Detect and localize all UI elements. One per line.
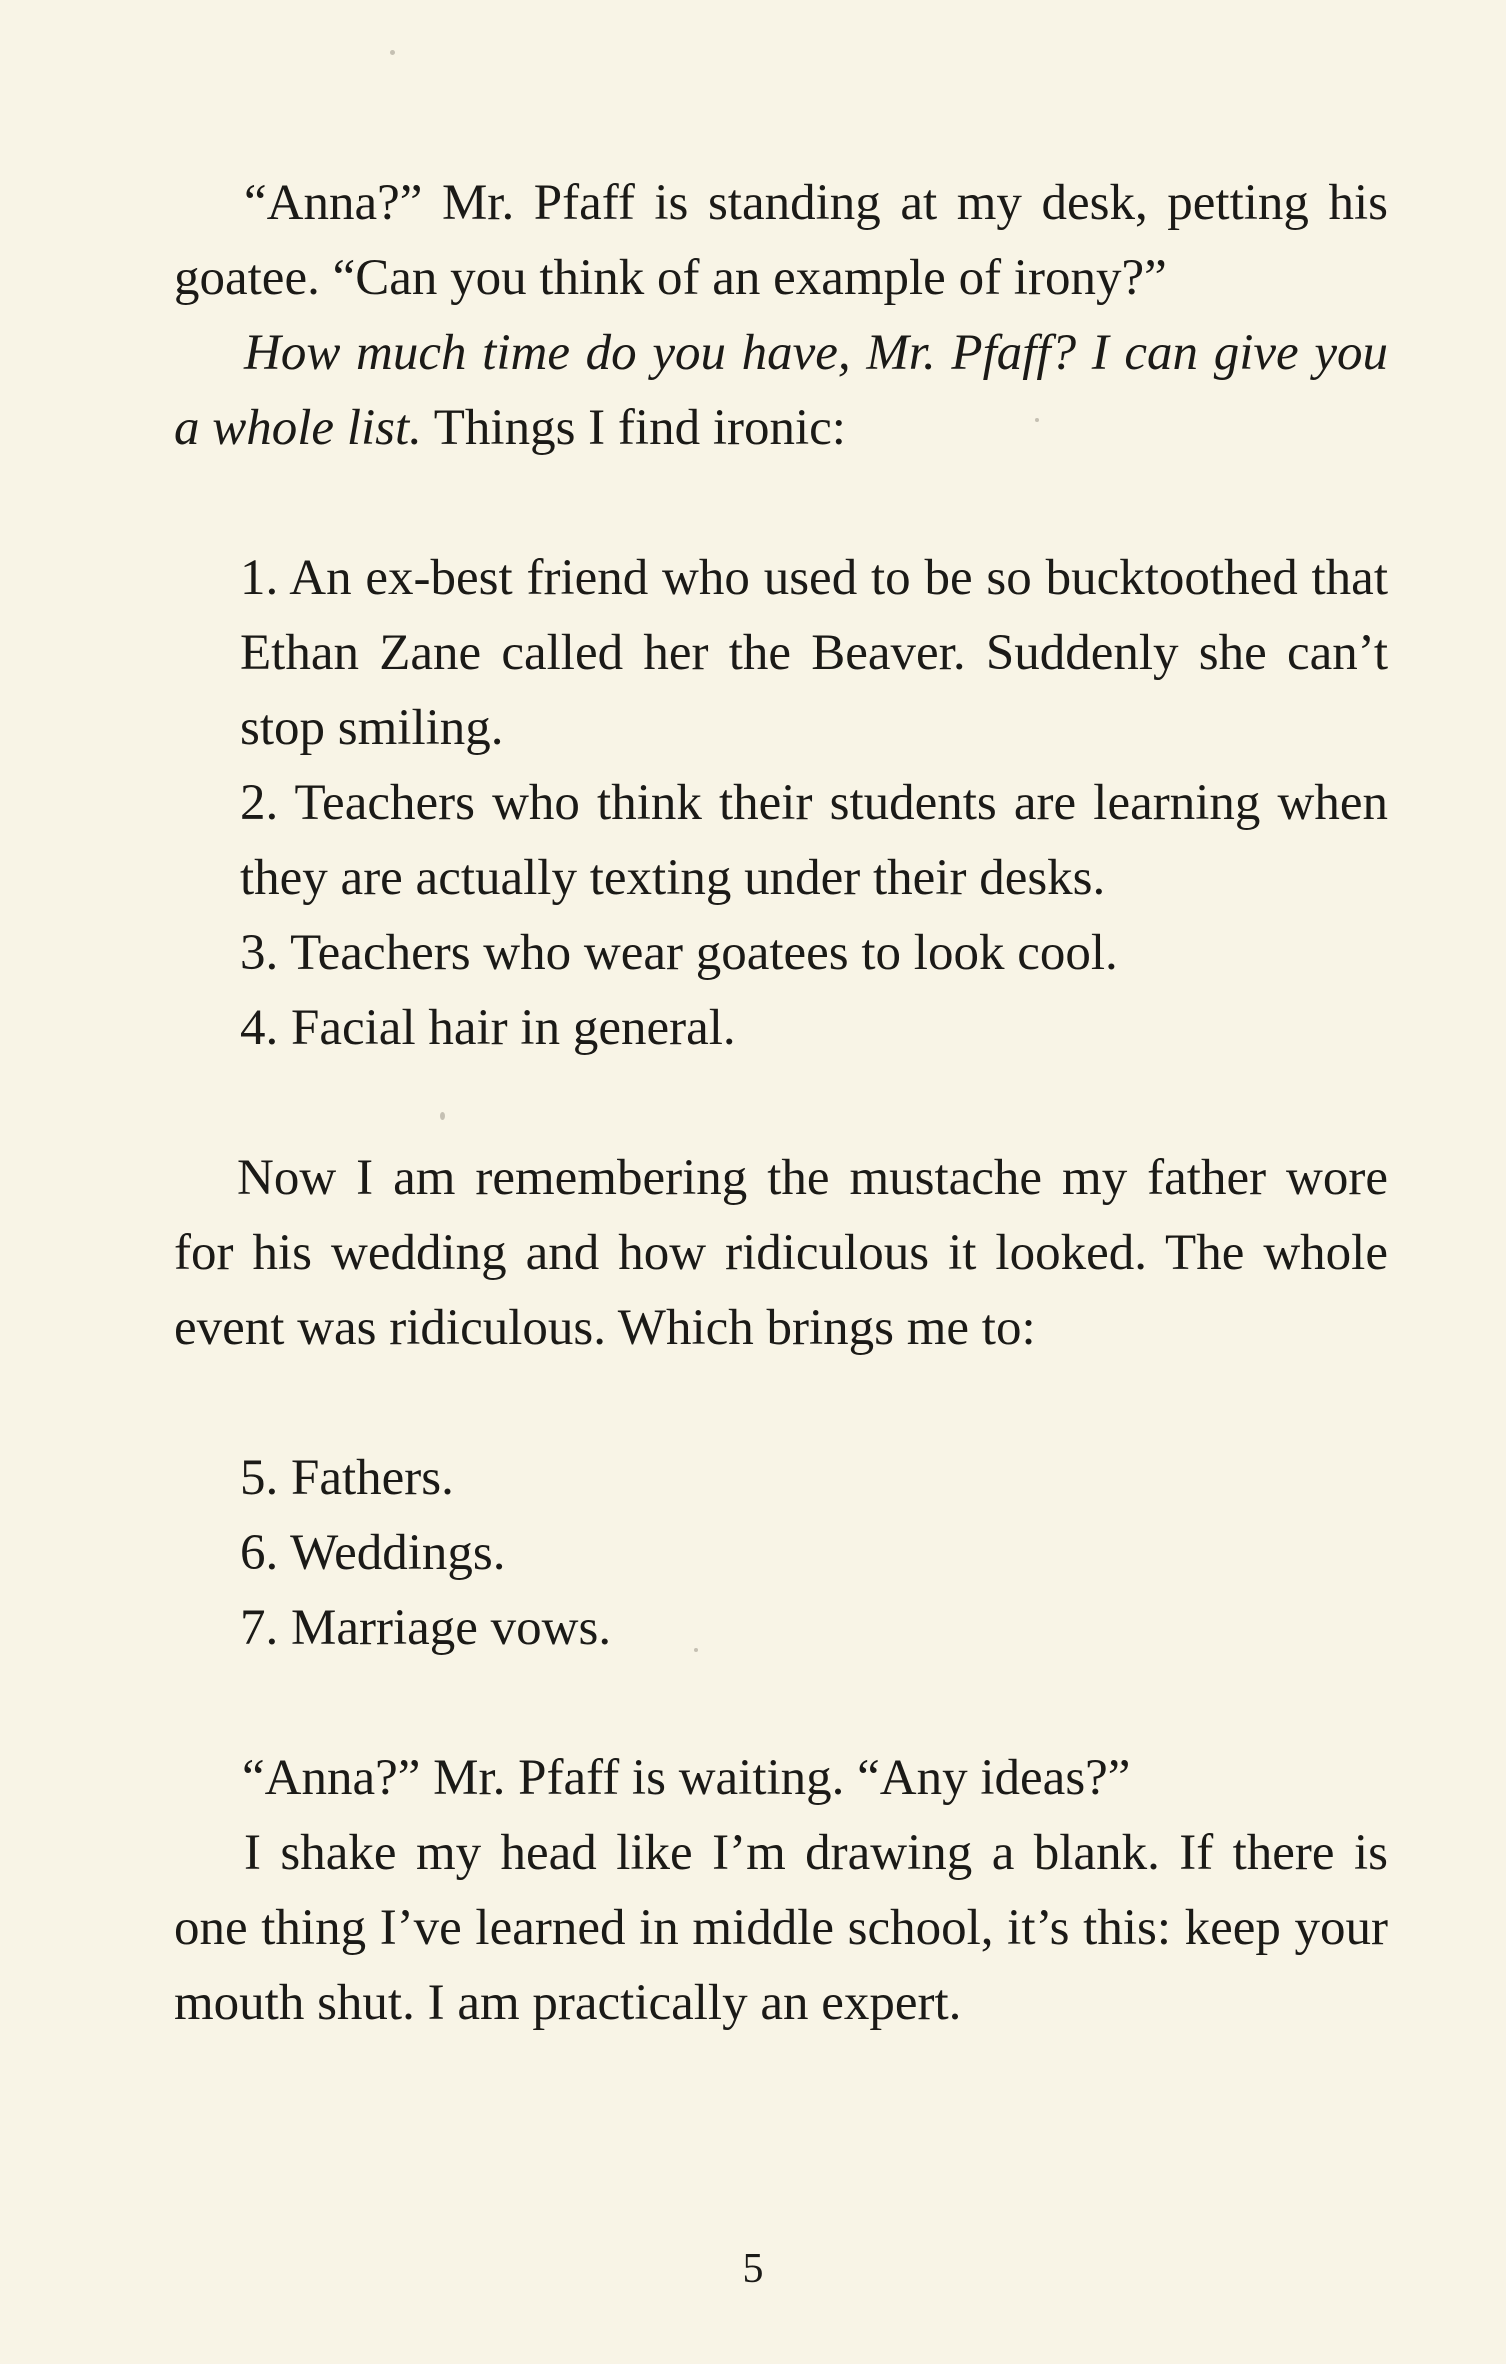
roman-text: Things I find ironic:	[421, 400, 846, 456]
section-gap	[174, 466, 1388, 541]
list-item: 6. Weddings.	[240, 1525, 506, 1581]
section-gap	[174, 1666, 1388, 1741]
section-gap	[174, 1066, 1388, 1141]
list-item: 1. An ex-best friend who used to be so bucktoothed that Ethan Zane called her the Beaver. Suddenly she can’t stop smiling.	[240, 550, 1388, 756]
italic-thought: How much time do you have, Mr. Pfaff? I can give you a whole list.	[174, 325, 1388, 456]
ironic-list-one	[174, 541, 1388, 1066]
list-item: 7. Marriage vows.	[240, 1600, 612, 1656]
list-item: 3. Teachers who wear goatees to look cool.	[240, 925, 1118, 981]
list-item: 4. Facial hair in general.	[240, 1000, 736, 1056]
paper-speck	[390, 50, 395, 55]
list-item: 2. Teachers who think their students are learning when they are actually texting under their desks.	[240, 775, 1388, 906]
paragraph-question: “Anna?” Mr. Pfaff is standing at my desk, petting his goatee. “Can you think of an example of irony?”	[174, 175, 1388, 306]
body-text	[174, 166, 1388, 2041]
paragraph-mustache: Now I am remembering the mustache my father wore for his wedding and how ridiculous it looked. The whole event was ridiculous. Which brings me to:	[174, 1150, 1388, 1356]
list-item: 5. Fathers.	[240, 1450, 454, 1506]
section-gap	[174, 1366, 1388, 1441]
paragraph-waiting: “Anna?” Mr. Pfaff is waiting. “Any ideas?”	[242, 1750, 1131, 1806]
paragraph-answer: I shake my head like I’m drawing a blank. If there is one thing I’ve learned in middle school, it’s this: keep your mouth shut. I am practically an expert.	[174, 1825, 1388, 2031]
page-number: 5	[742, 2246, 764, 2292]
paragraph-list-intro	[174, 316, 1388, 466]
ironic-list-two	[174, 1441, 1388, 1666]
